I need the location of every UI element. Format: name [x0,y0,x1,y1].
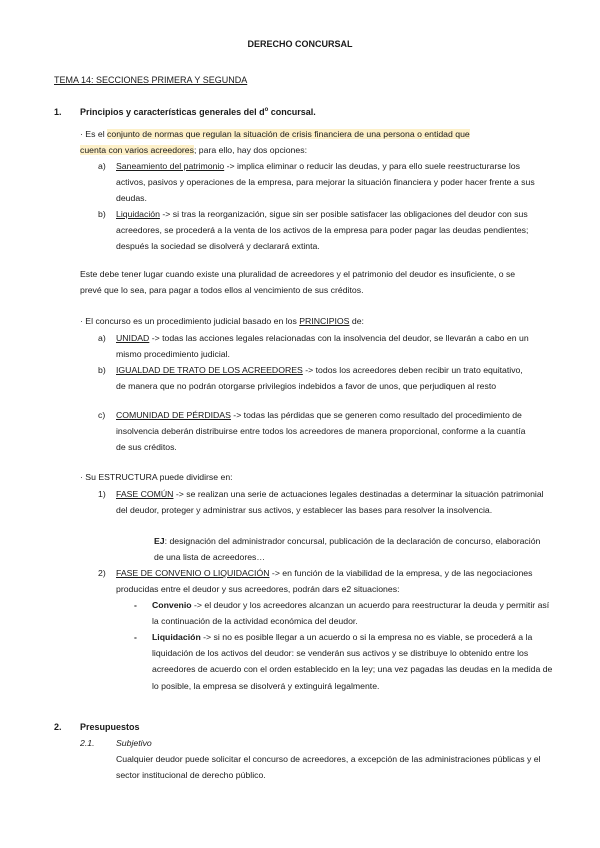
principios-intro: · El concurso es un procedimiento judicial basado en los PRINCIPIOS de: [80,316,364,326]
estructura-intro: · Su ESTRUCTURA puede dividirse en: [80,472,233,482]
subsection-2-1-title: Subjetivo [116,738,152,748]
section-2-number: 2. [54,722,62,732]
subsection-2-1-number: 2.1. [80,738,95,748]
section-1-heading [54,104,316,120]
section-1-number: 1. [54,107,62,117]
fase-comun-example: EJ: designación del administrador concursal, publicación de la declaración de concurso, elaboración de una lista de acreedores… [154,536,541,563]
document-page: DERECHO CONCURSAL TEMA 14: SECCIONES PRIMERA Y SEGUNDA 1. Principios y características generales del $d^o$ concursal. · Es el conjunto de normas que regulan la situación de crisis financiera de una persona o entidad que cuenta con varios acreedores; para ello, hay dos opciones: a) Saneamiento del patrimonio -> implica eliminar o reducir las deudas, y para ello suele reestructurarse los activos, pasivos y operaciones de la empresa, para mejorar la situación financiera y poder hacer frente a sus deudas. b) Liquidación -> si tras la reorganización, sigue sin ser posible satisfacer las obligaciones del deudor con sus acreedores, se procederá a la venta de los activos de la empresa para poder pagar las deudas pendientes; después la sociedad se disolverá y declarará extinta. Este debe tener lugar cuando existe una pluralidad de acreedores y el patrimonio del deudor es insuficiente, o se prevé que lo sea, para pagar a todos ellos al vencimiento de sus créditos. · El concurso es un procedimiento judicial basado en los PRINCIPIOS de: a) UNIDAD -> todas las acciones legales relacionadas con la insolvencia del deudor, se llevarán a cabo en un mismo procedimiento judicial. b) IGUALDAD DE TRATO DE LOS ACREEDORES -> todos los acreedores deben recibir un trato equitativo, de manera que no podrán otorgarse privilegios indebidos a favor de unos, que perjudiquen al resto c) COMUNIDAD DE PÉRDIDAS -> todas las pérdidas que se generen como resultado del procedimiento de insolvencia deberán distribuirse entre todos los acreedores de manera proporcional, conforme a la cuantía de sus créditos. · Su ESTRUCTURA puede dividirse en: 1) FASE COMÚN -> se realizan una serie de actuaciones legales destinadas a determinar la situación patrimonial del deudor, proteger y administrar sus activos, y establecer las bases para resolver la insolvencia. EJ: designación del administrador concursal, publicación de la declaración de concurso, elaboración de una lista de acreedores… 2) FASE DE CONVENIO O LIQUIDACIÓN -> en función de la viabilidad de la empresa, y de las negociaciones producidas entre el deudor y sus acreedores, podrán dars e2 situaciones: - Convenio -> el deudor y los acreedores alcanzan un acuerdo para reestructurar la deuda y permitir así la continuación de la actividad económica del deudor. - Liquidación -> si no es posible llegar a un acuerdo o si la empresa no es viable, se procederá a la liquidación de los activos del deudor: se venderán sus activos y se distribuye lo obtenido entre los acreedores de acuerdo con el orden establecido en la ley; una vez pagadas las deudas en la medida de lo posible, la empresa se disolverá y extinguirá legalmente. 2. Presupuestos 2.1. Subjetivo Cualquier deudor puede solicitar el concurso de acreedores, a excepción de las administraciones públicas y el sector institucional de derecho público. [0,0,600,848]
definition-paragraph: · Es el conjunto de normas que regulan la situación de crisis financiera de una persona o entidad que cuenta con varios acreedores; para ello, hay dos opciones: [80,129,470,156]
pluralidad-paragraph: Este debe tener lugar cuando existe una pluralidad de acreedores y el patrimonio del deudor es insuficiente, o se prevé que lo sea, para pagar a todos ellos al vencimiento de sus créditos. [80,269,516,296]
topic-heading: TEMA 14: SECCIONES PRIMERA Y SEGUNDA [54,75,248,85]
section-2-title: Presupuestos [80,722,140,732]
definition-highlight: conjunto de normas que regulan la situación de crisis financiera de una persona o entidad que [107,129,470,139]
document-title: DERECHO CONCURSAL [247,39,353,49]
section-1-title: Principios y características generales del $d^o$ concursal. [80,107,316,117]
section-2-heading [54,719,140,735]
definition-highlight-2: cuenta con varios acreedores [80,145,194,156]
subjetivo-paragraph: Cualquier deudor puede solicitar el concurso de acreedores, a excepción de las administraciones públicas y el sector institucional de derecho público. [116,754,541,781]
